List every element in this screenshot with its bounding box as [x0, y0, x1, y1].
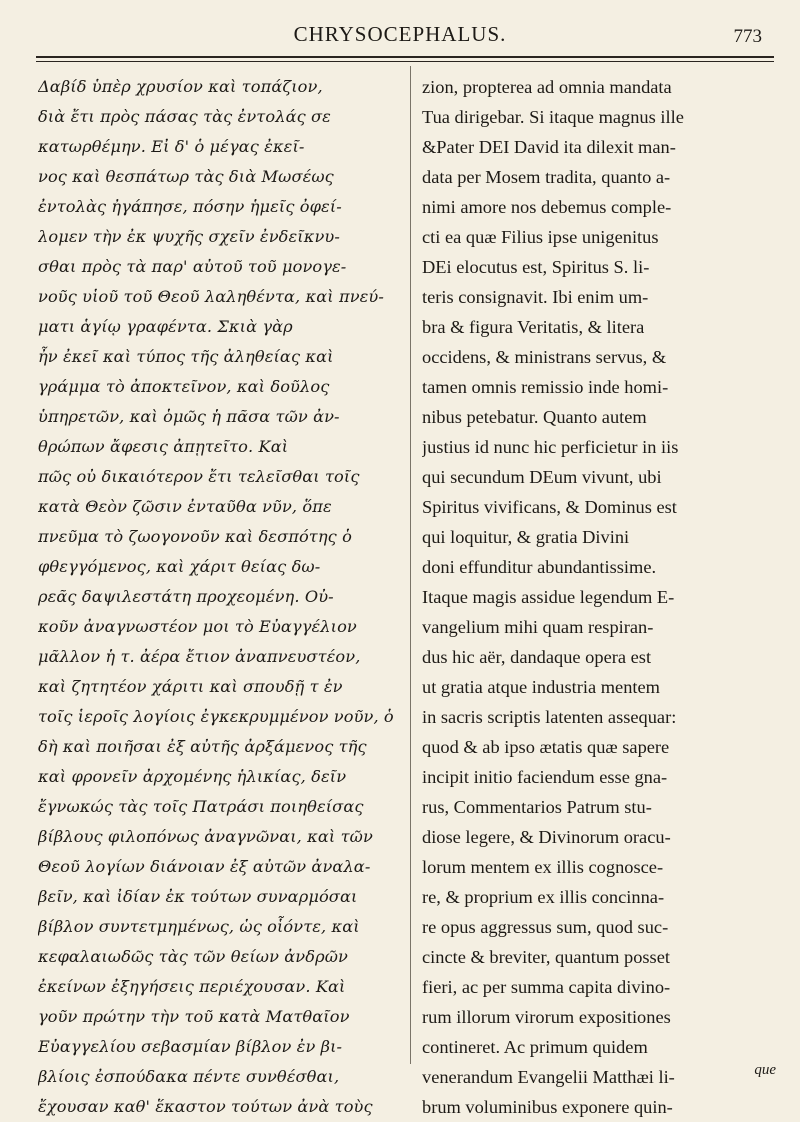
- latin-text-line: occidens, & ministrans servus, &: [422, 347, 667, 367]
- greek-text-line: καὶ ζητητέον χάριτι καὶ σπουδῇ τ ἐν: [38, 677, 343, 696]
- latin-text-line: contineret. Ac primum quidem: [422, 1037, 648, 1057]
- greek-text-line: κοῦν ἀναγνωστέον μοι τὸ Εὐαγγέλιον: [38, 617, 357, 636]
- greek-text-line: λομεν τὴν ἐκ ψυχῆς σχεῖν ἐνδεῖκνυ-: [38, 227, 340, 246]
- greek-text-line: δὴ καὶ ποιῆσαι ἐξ αὐτῆς ἀρξάμενος τῆς: [38, 737, 367, 756]
- latin-text-line: cti ea quæ Filius ipse unigenitus: [422, 227, 659, 247]
- greek-text-line: Εὐαγγελίου σεβασμίαν βίβλον ἐν βι-: [38, 1037, 343, 1056]
- greek-text-line: βίβλον συντετμημένως, ὡς οἷόντε, καὶ: [38, 917, 360, 936]
- latin-text-line: incipit initio faciendum esse gna-: [422, 767, 668, 787]
- latin-text-line: rum illorum virorum expositiones: [422, 1007, 671, 1027]
- latin-text-line: ut gratia atque industria mentem: [422, 677, 660, 697]
- running-title: CHRYSOCEPHALUS.: [293, 22, 507, 46]
- greek-text-line: πνεῦμα τὸ ζωογονοῦν καὶ δεσπότης ὁ: [38, 527, 352, 546]
- greek-text-line: νοῦς υἱοῦ τοῦ Θεοῦ λαληθέντα, καὶ πνεύ-: [38, 287, 384, 306]
- greek-text-column: [38, 72, 398, 1122]
- greek-text-line: βίβλους φιλοπόνως ἀναγνῶναι, καὶ τῶν: [38, 827, 373, 846]
- greek-text-line: νος καὶ θεσπάτωρ τὰς διὰ Μωσέως: [38, 167, 334, 186]
- greek-text-line: διὰ ἔτι πρὸς πάσας τὰς ἐντολάς σε: [38, 107, 331, 126]
- latin-text-line: DEi elocutus est, Spiritus S. li-: [422, 257, 650, 277]
- latin-text-line: in sacris scriptis latenten assequar:: [422, 707, 677, 727]
- latin-text-line: re, & proprium ex illis concinna-: [422, 887, 665, 907]
- latin-text-line: &Pater DEI David ita dilexit man-: [422, 137, 676, 157]
- latin-text-line: qui secundum DEum vivunt, ubi: [422, 467, 662, 487]
- greek-text-line: ρεᾶς δαψιλεστάτη προχεομένη. Οὐ-: [38, 587, 334, 606]
- greek-text-line: ἔχουσαν καθ' ἕκαστον τούτων ἀνὰ τοὺς: [38, 1097, 373, 1116]
- greek-text-line: κατωρθέμην. Εἰ δ' ὁ μέγας ἐκεῖ-: [38, 137, 305, 156]
- latin-text-line: Tua dirigebar. Si itaque magnus ille: [422, 107, 684, 127]
- greek-text-line: φθεγγόμενος, καὶ χάριτ θείας δω-: [38, 557, 321, 576]
- latin-text-line: quod & ab ipso ætatis quæ sapere: [422, 737, 670, 757]
- latin-text-line: tamen omnis remissio inde homi-: [422, 377, 669, 397]
- latin-text-line: justius id nunc hic perficietur in iis: [422, 437, 679, 457]
- greek-text-line: ματι ἁγίῳ γραφέντα. Σκιὰ γὰρ: [38, 317, 293, 336]
- greek-text-line: ἔγνωκώς τὰς τοῖς Πατράσι ποιηθείσας: [38, 797, 364, 816]
- latin-text-line: lorum mentem ex illis cognosce-: [422, 857, 664, 877]
- latin-text-line: bra & figura Veritatis, & litera: [422, 317, 645, 337]
- greek-text-line: καὶ φρονεῖν ἀρχομένης ἡλικίας, δεῖν: [38, 767, 347, 786]
- column-divider: [410, 66, 411, 1064]
- running-head: [0, 18, 800, 58]
- greek-text-line: θρώπων ἄφεσις ἀπῃτεῖτο. Καὶ: [38, 437, 289, 456]
- catchword: que: [754, 1062, 776, 1078]
- greek-text-line: κατὰ Θεὸν ζῶσιν ἐνταῦθα νῦν, ὅπε: [38, 497, 332, 516]
- latin-text-line: re opus aggressus sum, quod suc-: [422, 917, 669, 937]
- greek-text-line: ἐκείνων ἐξηγήσεις περιέχουσαν. Καὶ: [38, 977, 346, 996]
- greek-text-line: σθαι πρὸς τὰ παρ' αὐτοῦ τοῦ μονογε-: [38, 257, 347, 276]
- greek-text-line: κεφαλαιωδῶς τὰς τῶν θείων ἀνδρῶν: [38, 947, 348, 966]
- latin-text-line: brum voluminibus exponere quin-: [422, 1097, 673, 1117]
- latin-text-line: venerandum Evangelii Matthæi li-: [422, 1067, 675, 1087]
- greek-text-line: Θεοῦ λογίων διάνοιαν ἐξ αὐτῶν ἀναλα-: [38, 857, 371, 876]
- latin-text-line: Itaque magis assidue legendum E-: [422, 587, 675, 607]
- greek-text-line: πῶς οὐ δικαιότερον ἔτι τελεῖσθαι τοῖς: [38, 467, 360, 486]
- greek-text-line: ἦν ἐκεῖ καὶ τύπος τῆς ἀληθείας καὶ: [38, 347, 334, 366]
- greek-text-line: βεῖν, καὶ ἰδίαν ἐκ τούτων συναρμόσαι: [38, 887, 358, 906]
- latin-text-line: diose legere, & Divinorum oracu-: [422, 827, 671, 847]
- latin-text-line: rus, Commentarios Patrum stu-: [422, 797, 652, 817]
- header-rule: [36, 56, 774, 62]
- greek-text-line: τοῖς ἱεροῖς λογίοις ἐγκεκρυμμένον νοῦν, ὁ: [38, 707, 394, 726]
- page-number: 773: [733, 26, 762, 47]
- latin-text-line: qui loquitur, & gratia Divini: [422, 527, 630, 547]
- greek-text-line: βλίοις ἐσπούδακα πέντε συνθέσθαι,: [38, 1067, 340, 1086]
- latin-text-line: dus hic aër, dandaque opera est: [422, 647, 652, 667]
- latin-text-line: zion, propterea ad omnia mandata: [422, 77, 672, 97]
- greek-text-line: γράμμα τὸ ἀποκτεῖνον, καὶ δοῦλος: [38, 377, 330, 396]
- latin-text-line: vangelium mihi quam respiran-: [422, 617, 654, 637]
- latin-text-line: nibus petebatur. Quanto autem: [422, 407, 647, 427]
- latin-text-line: fieri, ac per summa capita divino-: [422, 977, 671, 997]
- latin-text-column: [422, 72, 778, 1122]
- latin-text-line: teris consignavit. Ibi enim um-: [422, 287, 649, 307]
- latin-text-line: doni effunditur abundantissime.: [422, 557, 657, 577]
- latin-text-line: cincte & breviter, quantum posset: [422, 947, 670, 967]
- greek-text-line: ἐντολὰς ἠγάπησε, πόσην ἡμεῖς ὀφεί-: [38, 197, 342, 216]
- latin-text-line: data per Mosem tradita, quanto a-: [422, 167, 671, 187]
- greek-text-line: μᾶλλον ἡ τ. ἀέρα ἔτιον ἀναπνευστέον,: [38, 647, 361, 666]
- greek-text-line: γοῦν πρώτην τὴν τοῦ κατὰ Ματθαῖον: [38, 1007, 350, 1026]
- latin-text-line: Spiritus vivificans, & Dominus est: [422, 497, 677, 517]
- greek-text-line: ὑπηρετῶν, καὶ ὁμῶς ἡ πᾶσα τῶν ἀν-: [38, 407, 340, 426]
- greek-text-line: Δαβίδ ὑπὲρ χρυσίον καὶ τοπάζιον,: [38, 77, 323, 96]
- latin-text-line: nimi amore nos debemus comple-: [422, 197, 672, 217]
